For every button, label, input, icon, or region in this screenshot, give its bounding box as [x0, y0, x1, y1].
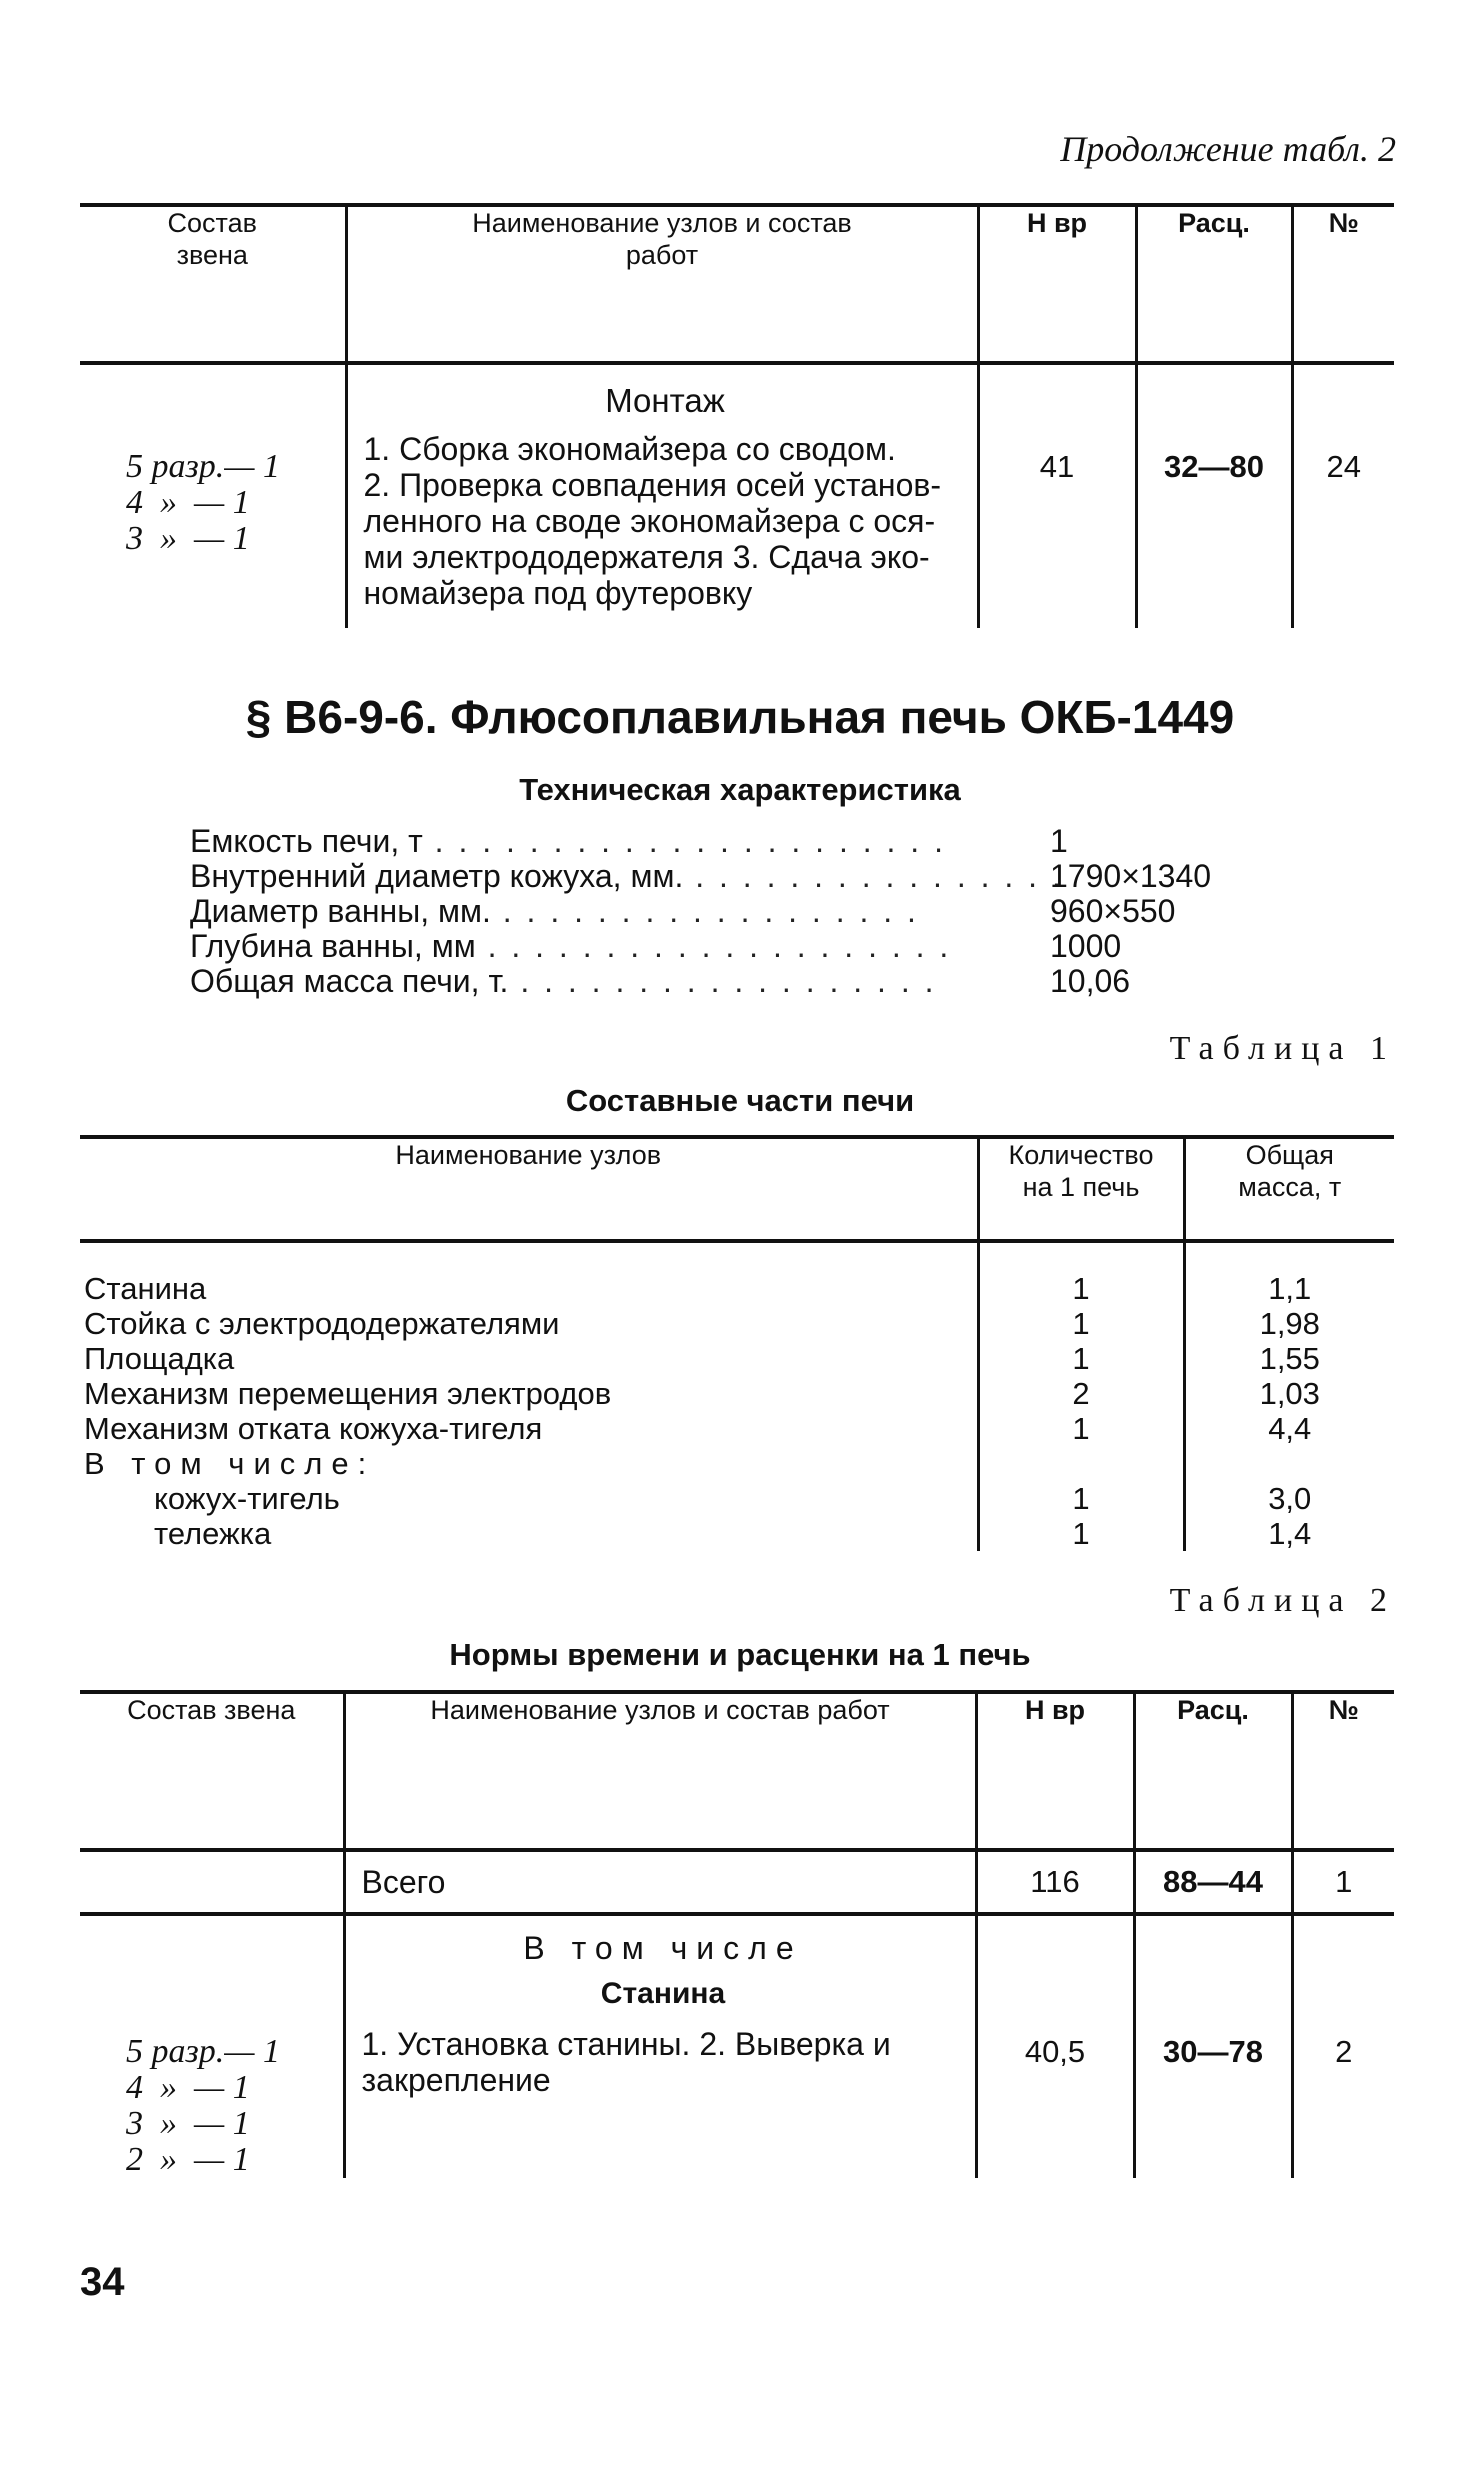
part-mass: 1,98	[1184, 1306, 1394, 1341]
spec-row: Внутренний диаметр кожуха, мм. . . . . . . . . . . . . . . . . 1790×1340	[190, 858, 1212, 894]
n-vr-value: 41	[978, 363, 1136, 628]
table-norms	[80, 1690, 1394, 2178]
part-name: Механизм отката кожуха-тигеля	[84, 1411, 543, 1446]
spec-row: Общая масса печи, т. . . . . . . . . . . . . . . . . . . 10,06	[190, 963, 1131, 999]
part-mass: 4,4	[1184, 1411, 1394, 1446]
spec-label: Общая масса печи, т.	[190, 964, 509, 999]
header-part-name: Наименование узлов	[395, 1140, 662, 1170]
header-rate: Расц.	[1136, 205, 1292, 363]
number-value: 2	[1292, 1914, 1394, 2178]
part-name: Площадка	[84, 1341, 235, 1376]
part-mass	[1184, 1446, 1394, 1481]
part-name: Станина	[84, 1271, 207, 1306]
part-mass: 3,0	[1184, 1481, 1394, 1516]
table-header-row	[80, 1692, 1394, 1850]
part-mass: 1,55	[1184, 1341, 1394, 1376]
part-mass: 1,4	[1184, 1516, 1394, 1551]
work-description	[344, 1914, 976, 2178]
table-parts	[80, 1135, 1394, 1551]
rate-value: 30—78	[1134, 1914, 1292, 2178]
spec-value: 960×550	[1050, 893, 1176, 929]
table-continuation	[80, 203, 1394, 628]
continuation-caption: Продолжение табл. 2	[1060, 129, 1396, 169]
total-n-vr: 116	[976, 1850, 1134, 1914]
total-number: 1	[1292, 1850, 1394, 1914]
header-n-vr: Н вр	[978, 205, 1136, 363]
group-title: Монтаж	[605, 382, 725, 419]
subgroup-title: В том числе	[523, 1930, 803, 1966]
header-rate: Расц.	[1134, 1692, 1292, 1850]
total-label: Всего	[344, 1850, 976, 1914]
table-row	[80, 1306, 1394, 1341]
spec-value: 1790×1340	[1050, 858, 1212, 894]
spec-value: 1000	[1050, 928, 1122, 964]
table-row	[80, 363, 1394, 628]
table1-label: Таблица 1	[1169, 1030, 1396, 1067]
work-line: 2. Проверка совпадения осей установ-	[363, 467, 942, 503]
table-row	[80, 1914, 1394, 2178]
part-qty: 1	[978, 1341, 1184, 1376]
work-line: 1. Сборка экономайзера со сводом.	[363, 431, 896, 467]
n-vr-value: 40,5	[976, 1914, 1134, 2178]
rate-value: 32—80	[1136, 363, 1292, 628]
page-number: 34	[80, 2260, 125, 2304]
spec-label: Глубина ванны, мм	[190, 929, 476, 964]
work-description	[346, 363, 978, 628]
part-qty: 2	[978, 1376, 1184, 1411]
table-row	[80, 1481, 1394, 1516]
table-row	[80, 1271, 1394, 1306]
table-row	[80, 1516, 1394, 1551]
work-line: ленного на своде экономайзера с ося-	[363, 503, 936, 539]
header-work: Наименование узлов и состав работ	[346, 205, 978, 363]
spec-label: Внутренний диаметр кожуха, мм.	[190, 859, 684, 894]
spec-row: Диаметр ванны, мм. . . . . . . . . . . . . . . . . . . 960×550	[190, 893, 1176, 929]
part-qty: 1	[978, 1481, 1184, 1516]
table-header-row	[80, 205, 1394, 363]
spec-label: Емкость печи, т	[190, 824, 423, 859]
crew-composition: 5 разр.— 1 4 » — 1 3 » — 1	[126, 448, 280, 557]
header-work: Наименование узлов и состав работ	[344, 1692, 976, 1850]
part-mass: 1,1	[1184, 1271, 1394, 1306]
table-row	[80, 1341, 1394, 1376]
work-line: ми электрододержателя 3. Сдача эко-	[363, 539, 930, 575]
part-qty	[978, 1446, 1184, 1481]
table-row	[80, 1411, 1394, 1446]
table-row	[80, 1376, 1394, 1411]
spec-label: Диаметр ванны, мм.	[190, 894, 491, 929]
part-name: В том числе:	[84, 1446, 376, 1481]
part-mass: 1,03	[1184, 1376, 1394, 1411]
header-number: №	[1292, 1692, 1394, 1850]
work-line: 1. Установка станины. 2. Выверка и	[361, 2026, 891, 2062]
part-qty: 1	[978, 1306, 1184, 1341]
header-mass: Общая масса, т	[1184, 1137, 1394, 1241]
header-n-vr: Н вр	[976, 1692, 1134, 1850]
table2-label: Таблица 2	[1169, 1582, 1396, 1619]
part-name: Механизм перемещения электродов	[84, 1376, 612, 1411]
spec-row: Глубина ванны, мм . . . . . . . . . . . . . . . . . . . . 1000	[190, 928, 1122, 964]
number-value: 24	[1292, 363, 1394, 628]
work-line: номайзера под футеровку	[363, 575, 753, 611]
part-qty: 1	[978, 1411, 1184, 1446]
table-header-row	[80, 1137, 1394, 1241]
total-rate: 88—44	[1134, 1850, 1292, 1914]
part-qty: 1	[978, 1271, 1184, 1306]
part-name: Стойка с электрододержателями	[84, 1306, 560, 1341]
header-quantity: Количество на 1 печь	[978, 1137, 1184, 1241]
header-crew: Состав звена	[167, 208, 257, 270]
header-number: №	[1292, 205, 1394, 363]
part-name: тележка	[154, 1516, 272, 1551]
header-crew: Состав звена	[127, 1695, 296, 1725]
table2-title: Нормы времени и расценки на 1 печь	[449, 1637, 1031, 1672]
table1-title: Составные части печи	[565, 1083, 915, 1118]
work-line: закрепление	[361, 2062, 551, 2098]
table-row-total	[80, 1850, 1394, 1914]
spec-value: 1	[1050, 823, 1068, 859]
part-qty: 1	[978, 1516, 1184, 1551]
tech-specs	[190, 824, 1340, 999]
table-row	[80, 1446, 1394, 1481]
spec-row: Емкость печи, т . . . . . . . . . . . . . . . . . . . . . . 1	[190, 823, 1068, 859]
group-title: Станина	[600, 1977, 726, 2010]
spec-value: 10,06	[1050, 963, 1131, 999]
tech-heading: Техническая характеристика	[519, 772, 961, 807]
part-name: кожух-тигель	[154, 1481, 340, 1516]
crew-composition: 5 разр.— 1 4 » — 1 3 » — 1 2 » — 1	[126, 2033, 280, 2178]
section-title: § В6-9-6. Флюсоплавильная печь ОКБ-1449	[245, 691, 1235, 743]
